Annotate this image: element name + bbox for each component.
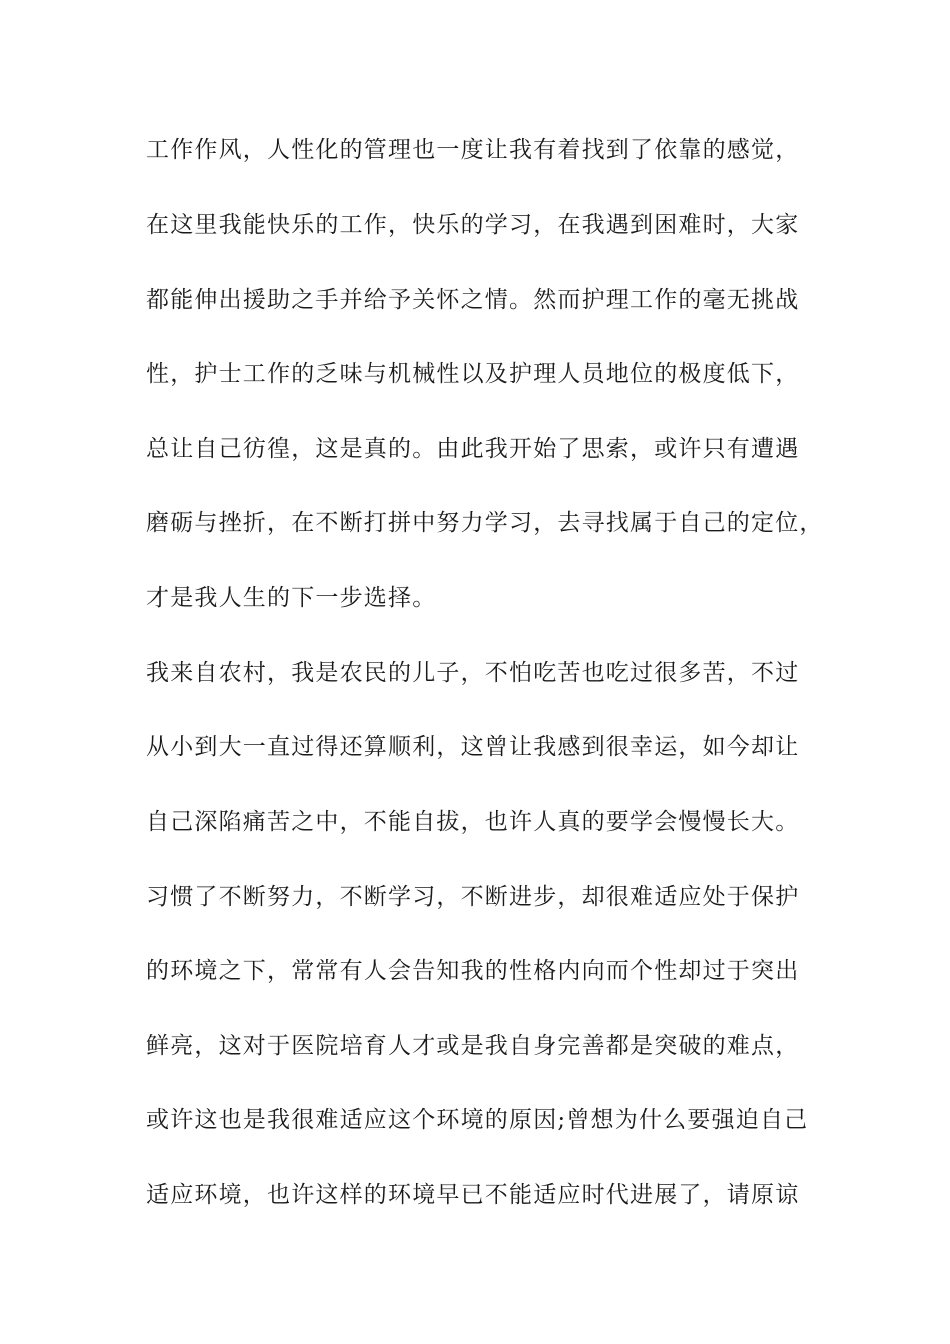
text-line: 习惯了不断努力，不断学习，不断进步，却很难适应处于保护 [146, 884, 800, 910]
text-line: 总让自己彷徨，这是真的。由此我开始了思索，或许只有遭遇 [146, 436, 800, 462]
text-line: 的环境之下，常常有人会告知我的性格内向而个性却过于突出 [146, 958, 800, 984]
text-line: 或许这也是我很难适应这个环境的原因;曾想为什么要强迫自己 [146, 1107, 809, 1133]
text-line: 才是我人生的下一步选择。 [146, 585, 437, 611]
text-line: 在这里我能快乐的工作，快乐的学习，在我遇到困难时，大家 [146, 212, 800, 238]
text-line: 工作作风，人性化的管理也一度让我有着找到了依靠的感觉， [146, 137, 800, 163]
text-line: 性，护士工作的乏味与机械性以及护理人员地位的极度低下， [146, 361, 800, 387]
text-line: 我来自农村，我是农民的儿子，不怕吃苦也吃过很多苦，不过 [146, 660, 800, 686]
text-line: 磨砺与挫折，在不断打拼中努力学习，去寻找属于自己的定位， [146, 510, 824, 536]
text-line: 都能伸出援助之手并给予关怀之情。然而护理工作的毫无挑战 [146, 287, 800, 313]
text-line: 从小到大一直过得还算顺利，这曾让我感到很幸运，如今却让 [146, 734, 800, 760]
text-line: 适应环境，也许这样的环境早已不能适应时代进展了，请原谅 [146, 1182, 800, 1208]
text-line: 鲜亮，这对于医院培育人才或是我自身完善都是突破的难点， [146, 1033, 800, 1059]
text-line: 自己深陷痛苦之中，不能自拔，也许人真的要学会慢慢长大。 [146, 809, 800, 835]
